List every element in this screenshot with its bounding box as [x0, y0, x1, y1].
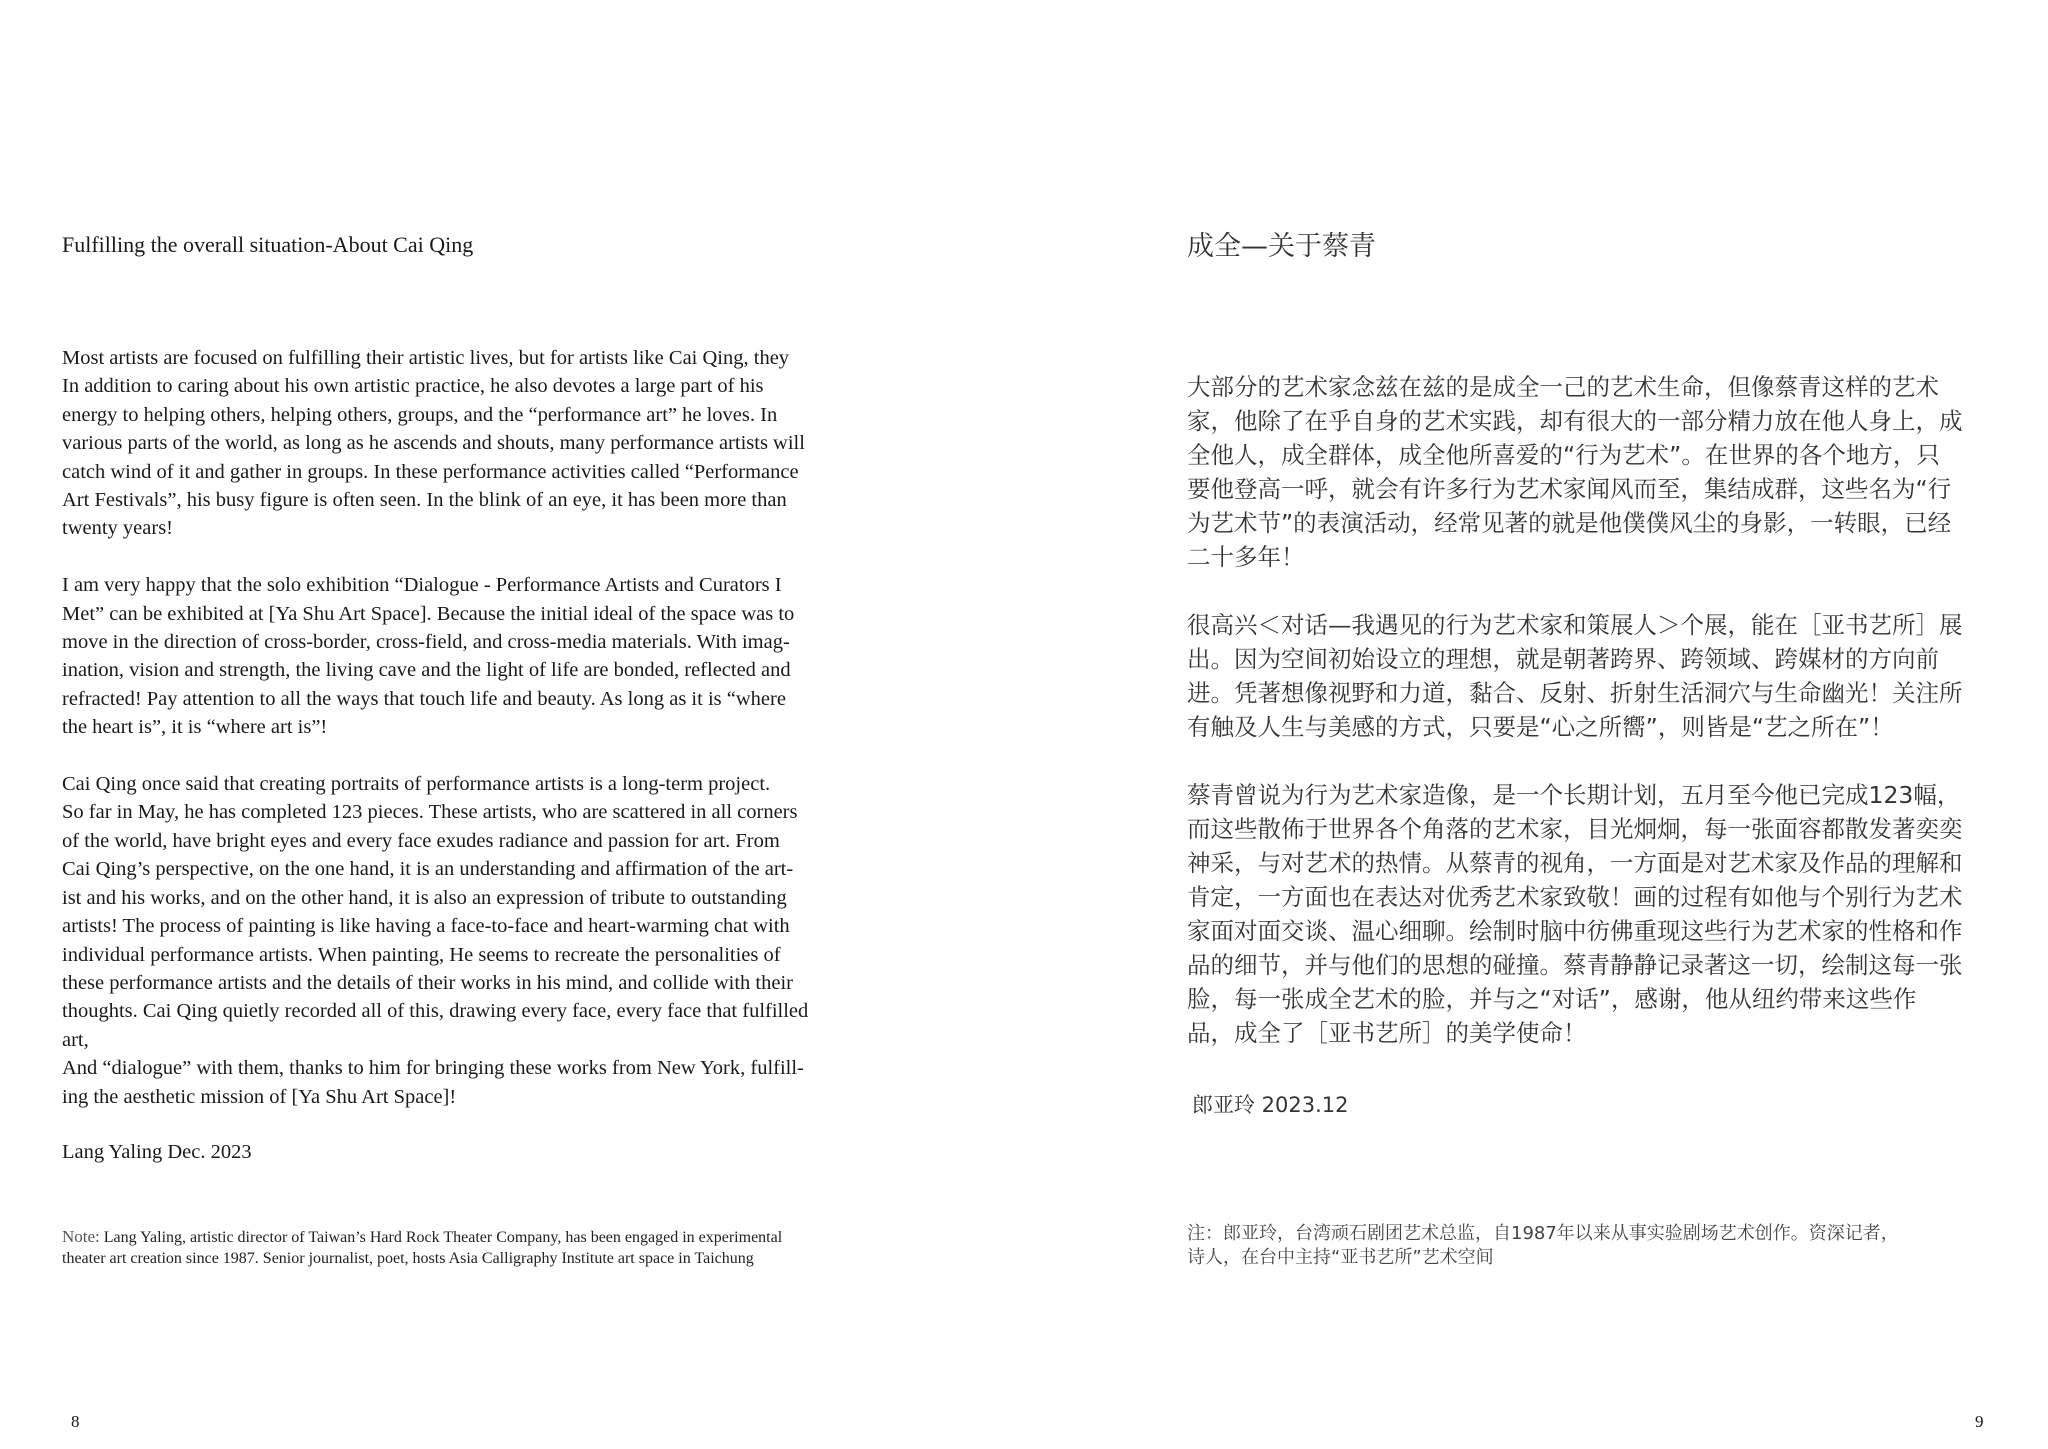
text-line: Met” can be exhibited at [Ya Shu Art Space]. Because the initial ideal of the space was to: [62, 602, 795, 625]
right-page: [1024, 0, 2048, 1449]
text-line: So far in May, he has completed 123 pieces. These artists, who are scattered in all corners: [62, 801, 798, 824]
text-line: 脸，每一张成全艺术的脸，并与之“对话”，感谢，他从纽约带来这些作: [1187, 985, 1917, 1013]
footnote-line: theater art creation since 1987. Senior journalist, poet, hosts Asia Calligraphy Institute art space in Taichung: [62, 1250, 754, 1267]
text-line: 而这些散佈于世界各个角落的艺术家，目光炯炯，每一张面容都散发著奕奕: [1187, 815, 1963, 843]
footnote-label: Note:: [62, 1227, 100, 1246]
english-paragraph-1: [62, 344, 882, 543]
english-signature: Lang Yaling Dec. 2023: [62, 1141, 252, 1163]
chinese-title: 成全—关于蔡青: [1187, 231, 1376, 262]
page-number-right: 9: [1975, 1412, 1984, 1431]
chinese-paragraph-3: [1187, 778, 2017, 1050]
footnote-line: [62, 1226, 782, 1248]
chinese-paragraph-2: [1187, 608, 2017, 744]
text-line: art,: [62, 1028, 89, 1051]
text-line: Most artists are focused on fulfilling their artistic lives, but for artists like Cai Qing, they: [62, 347, 790, 369]
page-number-left: 8: [71, 1412, 80, 1431]
english-paragraph-3: [62, 770, 882, 1111]
text-line: Cai Qing once said that creating portraits of performance artists is a long-term project.: [62, 773, 771, 796]
footnote-line: 注：郎亚玲，台湾顽石剧团艺术总监，自1987年以来从事实验剧场艺术创作。资深记者，: [1187, 1223, 1899, 1244]
text-line: the heart is”, it is “where art is”!: [62, 716, 328, 739]
text-line: artists! The process of painting is like having a face-to-face and heart-warming chat with: [62, 915, 790, 938]
text-line: thoughts. Cai Qing quietly recorded all of this, drawing every face, every face that fulfilled: [62, 1000, 809, 1023]
text-line: 神采，与对艺术的热情。从蔡青的视角，一方面是对艺术家及作品的理解和: [1187, 849, 1963, 877]
text-line: 肯定，一方面也在表达对优秀艺术家致敬！画的过程有如他与个别行为艺术: [1187, 883, 1963, 911]
text-line: 有触及人生与美感的方式，只要是“心之所嚮”，则皆是“艺之所在”！: [1187, 713, 1894, 741]
text-line: 家面对面交谈、温心细聊。绘制时脑中彷佛重现这些行为艺术家的性格和作: [1187, 917, 1963, 945]
chinese-paragraph-1: [1187, 370, 2017, 574]
text-line: twenty years!: [62, 517, 173, 540]
text-line: ination, vision and strength, the living cave and the light of life are bonded, reflected and: [62, 659, 791, 682]
text-line: energy to helping others, helping others, groups, and the “performance art” he loves. In: [62, 403, 778, 426]
english-paragraph-2: [62, 571, 882, 741]
text-line: 大部分的艺术家念兹在兹的是成全一己的艺术生命，但像蔡青这样的艺术: [1187, 373, 1939, 401]
text-line: 出。因为空间初始设立的理想，就是朝著跨界、跨领域、跨媒材的方向前: [1187, 645, 1939, 673]
chinese-body: [1187, 370, 2017, 1084]
text-line: 蔡青曾说为行为艺术家造像，是一个长期计划，五月至今他已完成123幅，: [1187, 781, 1961, 809]
footnote-line: 诗人，在台中主持“亚书艺所”艺术空间: [1187, 1247, 1494, 1268]
english-title: Fulfilling the overall situation-About Cai Qing: [62, 232, 474, 257]
text-line: 进。凭著想像视野和力道，黏合、反射、折射生活洞穴与生命幽光！关注所: [1187, 679, 1963, 707]
text-line: 全他人，成全群体，成全他所喜爱的“行为艺术”。在世界的各个地方，只: [1187, 441, 1940, 469]
text-line: 要他登高一呼，就会有许多行为艺术家闻风而至，集结成群，这些名为“行: [1187, 475, 1952, 503]
english-footnote: [62, 1226, 782, 1269]
chinese-footnote: [1187, 1222, 1899, 1270]
text-line: ist and his works, and on the other hand, it is also an expression of tribute to outstanding: [62, 886, 787, 909]
text-line: refracted! Pay attention to all the ways that touch life and beauty. As long as it is “where: [62, 687, 786, 710]
text-line: individual performance artists. When painting, He seems to recreate the personalities of: [62, 943, 781, 966]
text-line: 品，成全了［亚书艺所］的美学使命！: [1187, 1019, 1587, 1047]
text-line: of the world, have bright eyes and every face exudes radiance and passion for art. From: [62, 829, 780, 852]
english-body: [62, 344, 882, 1139]
text-line: 家，他除了在乎自身的艺术实践，却有很大的一部分精力放在他人身上，成: [1187, 407, 1963, 435]
text-line: various parts of the world, as long as he ascends and shouts, many performance artists will: [62, 432, 805, 455]
chinese-signature: 郎亚玲 2023.12: [1192, 1093, 1349, 1117]
text-line: And “dialogue” with them, thanks to him for bringing these works from New York, fulfill-: [62, 1057, 804, 1080]
text-line: 二十多年！: [1187, 543, 1305, 571]
text-line: Cai Qing’s perspective, on the one hand, it is an understanding and affirmation of the art-: [62, 858, 794, 881]
text-line: In addition to caring about his own artistic practice, he also devotes a large part of his: [62, 375, 764, 398]
text-line: move in the direction of cross-border, cross-field, and cross-media materials. With imag-: [62, 631, 790, 654]
text-line: ing the aesthetic mission of [Ya Shu Art Space]!: [62, 1085, 457, 1108]
text-line: I am very happy that the solo exhibition “Dialogue - Performance Artists and Curators I: [62, 574, 782, 597]
text-line: these performance artists and the details of their works in his mind, and collide with their: [62, 971, 793, 994]
text-line: 很高兴＜对话—我遇见的行为艺术家和策展人＞个展，能在［亚书艺所］展: [1187, 611, 1963, 639]
text-line: 品的细节，并与他们的思想的碰撞。蔡青静静记录著这一切，绘制这每一张: [1187, 951, 1963, 979]
text-line: catch wind of it and gather in groups. In these performance activities called “Performance: [62, 460, 799, 483]
text-line: 为艺术节”的表演活动，经常见著的就是他僕僕风尘的身影，一转眼，已经: [1187, 509, 1952, 537]
footnote-text: Lang Yaling, artistic director of Taiwan’s Hard Rock Theater Company, has been engaged in experimental: [99, 1229, 783, 1246]
text-line: Art Festivals”, his busy figure is often seen. In the blink of an eye, it has been more than: [62, 489, 787, 512]
